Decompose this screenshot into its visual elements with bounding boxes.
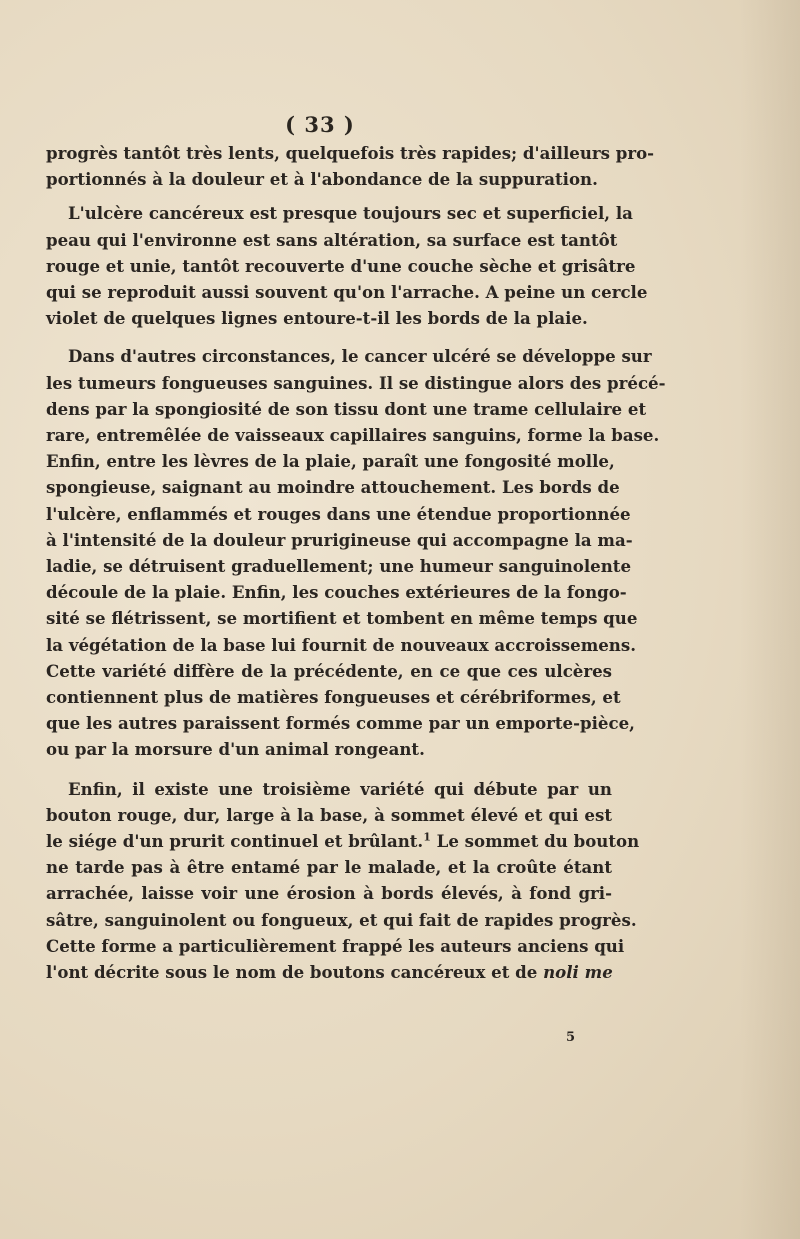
text-line: rare, entremêlée de vaisseaux capillaires sanguins, forme la base. <box>46 425 660 446</box>
text-line: Cette forme a particulièrement frappé les auteurs anciens qui <box>46 935 625 956</box>
text-line: qui se reproduit aussi souvent qu'on l'arrache. A peine un cercle <box>46 282 648 303</box>
text-line: les tumeurs fongueuses sanguines. Il se distingue alors des précé- <box>46 372 666 393</box>
text-line: découle de la plaie. Enfin, les couches extérieures de la fongo- <box>46 582 627 603</box>
paragraph-2 <box>46 200 648 331</box>
text-line: contiennent plus de matières fongueuses et cérébriformes, et <box>46 687 621 708</box>
text-line: progrès tantôt très lents, quelquefois très rapides; d'ailleurs pro- <box>46 143 655 163</box>
text-line: sité se flétrissent, se mortifient et tombent en même temps que <box>46 608 638 629</box>
page-number: ( 33 ) <box>285 112 355 137</box>
paragraph-1 <box>46 140 655 192</box>
text-line: Enfin, entre les lèvres de la plaie, paraît une fongosité molle, <box>46 451 615 472</box>
text-line: Cette variété diffère de la précédente, en ce que ces ulcères <box>46 660 612 681</box>
text-line: Enfin, il existe une troisième variété qui débute par un <box>68 778 612 799</box>
text-line: l'ulcère, enflammés et rouges dans une étendue proportionnée <box>46 503 631 524</box>
text-line: ladie, se détruisent graduellement; une humeur sanguinolente <box>46 556 632 577</box>
signature-mark: 5 <box>566 1030 576 1045</box>
text-segment: le siége d'un prurit continuel et brûlant. <box>46 831 424 852</box>
text-segment: Le sommet du bouton <box>430 831 640 852</box>
text-segment: l'ont décrite sous le nom de boutons cancéreux et de <box>46 962 538 983</box>
text-line: dens par la spongiosité de son tissu dont une trame cellulaire et <box>46 398 647 419</box>
text-line: violet de quelques lignes entoure-t-il les bords de la plaie. <box>46 308 588 329</box>
text-line: bouton rouge, dur, large à la base, à sommet élevé et qui est <box>46 804 612 825</box>
text-line: arrachée, laisse voir une érosion à bords élevés, à fond gri- <box>46 883 612 904</box>
text-line: la végétation de la base lui fournit de nouveaux accroissemens. <box>46 634 636 655</box>
text-line: peau qui l'environne est sans altération, sa surface est tantôt <box>46 229 618 250</box>
text-line-with-footnote <box>46 828 640 854</box>
text-line-with-italic <box>46 959 612 985</box>
text-line: L'ulcère cancéreux est presque toujours sec et superficiel, la <box>68 203 633 224</box>
text-line: que les autres paraissent formés comme par un emporte-pièce, <box>46 713 635 734</box>
text-line: sâtre, sanguinolent ou fongueux, et qui fait de rapides progrès. <box>46 909 637 930</box>
italic-latin-phrase: noli me <box>537 962 613 983</box>
text-line: rouge et unie, tantôt recouverte d'une couche sèche et grisâtre <box>46 255 636 276</box>
paragraph-3 <box>46 343 666 762</box>
footnote-mark: 1 <box>423 830 431 844</box>
paragraph-4 <box>46 776 640 986</box>
text-line: ne tarde pas à être entamé par le malade, et la croûte étant <box>46 857 612 878</box>
body-text <box>46 140 666 985</box>
text-line: Dans d'autres circonstances, le cancer ulcéré se développe sur <box>68 346 652 367</box>
text-line: ou par la morsure d'un animal rongeant. <box>46 739 425 760</box>
text-line: portionnés à la douleur et à l'abondance de la suppuration. <box>46 169 598 190</box>
text-line: spongieuse, saignant au moindre attouchement. Les bords de <box>46 477 620 498</box>
text-line: à l'intensité de la douleur prurigineuse qui accompagne la ma- <box>46 529 633 550</box>
